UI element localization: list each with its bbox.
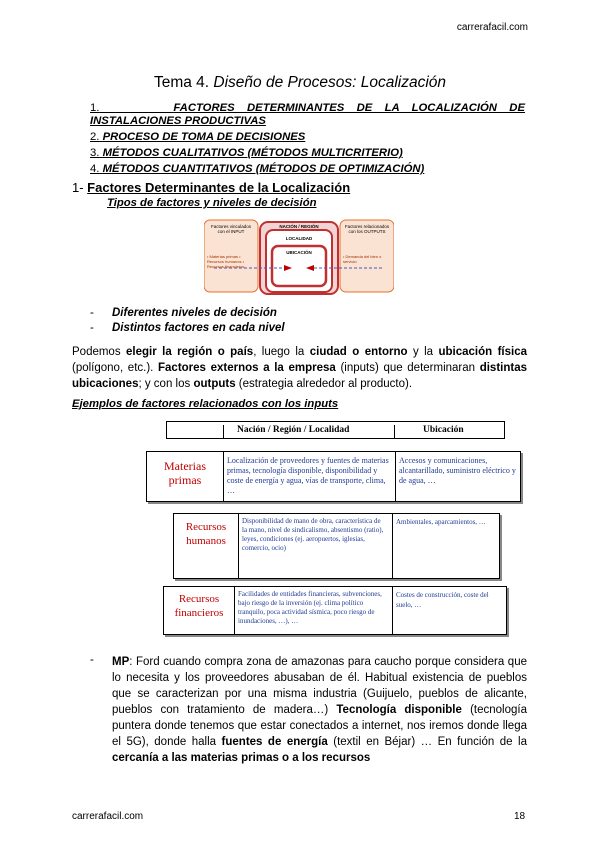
row-cell-region: Disponibilidad de mano de obra, característica de la mano, nivel de sindicalismo, absentismo (ratio), leyes, condiciones (ej. aeropuertos, iglesias, comercio, ocio) [242,517,384,552]
row-cell-location: Costes de construcción, coste del suelo, … [396,591,489,609]
diagram-left-title: Factores vinculados con el INPUT [210,224,252,234]
row-cell-location: Ambientales, aparcamientos, … [396,518,486,526]
row-cell-region: Localización de proveedores y fuentes de materias primas, tecnología disponible, disponibilidad y coste de energía y agua, vías de transporte, clima, … [227,456,389,495]
row-label: Materias primas [164,459,206,487]
toc-item-1-cont[interactable]: INSTALACIONES PRODUCTIVAS [90,115,266,127]
header-site: carrerafacil.com [456,22,528,33]
toc-item-3[interactable]: 3. MÉTODOS CUALITATIVOS (MÉTODOS MULTICRITERIO) [90,147,403,159]
diagram-left-items: • Materias primas • Recursos humanos • Recursos financieros [207,254,245,269]
intro-paragraph: Podemos elegir la región o país, luego la ciudad o entorno y la ubicación física (polígono, etc.). Factores externos a la empresa (inputs) que determinaran distintas ubicaciones; y con los outputs (estrategia alrededor al producto). [72,346,528,390]
bullet-item: - Diferentes niveles de decisión [90,307,277,319]
row-cell-location: Accesos y comunicaciones, alcantarillado, suministro eléctrico y de agua, … [399,456,516,485]
section-heading: 1- Factores Determinantes de la Localización [72,180,351,195]
page-title: Tema 4. Diseño de Procesos: Localización [153,74,447,91]
diagram-center-outer: NACIÓN / REGIÓN [279,224,319,229]
page-number: 18 [514,811,526,822]
row-label: Recursos humanos [185,521,227,547]
table-row [146,451,521,502]
table-col-region: Nación / Región / Localidad [237,425,350,435]
toc-item-4[interactable]: 4. MÉTODOS CUANTITATIVOS (MÉTODOS DE OPTIMIZACIÓN) [90,163,425,175]
subsection-heading: Tipos de factores y niveles de decisión [107,197,317,209]
table-row [163,586,507,635]
diagram-center-mid: LOCALIDAD [285,236,313,241]
footer-site: carrerafacil.com [72,811,144,822]
diagram-right-items: • Demanda del bien o servicio [343,254,382,264]
mp-paragraph: MP: Ford cuando compra zona de amazonas para caucho porque considera que lo necesita y los proveedores abusaban de él. Habitual existencia de pueblos que se caracterizan por una misma industria (Guijuelo, pueblos de alicante, pueblos con tratamiento de madera…) Tecnología disponible (tecnología puntera donde tenemos que estar conectados a internet, nos iremos donde llega el 5G), donde halla fuentes de energía (textil en Béjar) … En función de la cercanía a las materias primas o a los recursos [112,656,527,764]
examples-heading: Ejemplos de factores relacionados con los inputs [72,398,339,410]
factors-diagram [204,216,394,298]
mp-dash: - [90,654,94,666]
diagram-center-inner: UBICACIÓN [286,250,312,255]
table-header [166,421,505,439]
toc-item-1[interactable]: 1. FACTORES DETERMINANTES DE LA LOCALIZACIÓN DE [90,102,525,114]
toc-item-2[interactable]: 2. PROCESO DE TOMA DE DECISIONES [90,131,306,143]
diagram-right-title: Factores relacionados con los OUTPUTS [344,224,390,234]
row-label: Recursos financieros [174,593,224,619]
bullet-item: - Distintos factores en cada nivel [90,322,285,334]
row-cell-region: Facilidades de entidades financieras, subvenciones, bajo riesgo de la inversión (ej. clima político tranquilo, poca actividad sísmica, poco riesgo de inundaciones, …), … [238,590,382,625]
table-col-location: Ubicación [423,425,464,435]
table-row [173,513,500,579]
